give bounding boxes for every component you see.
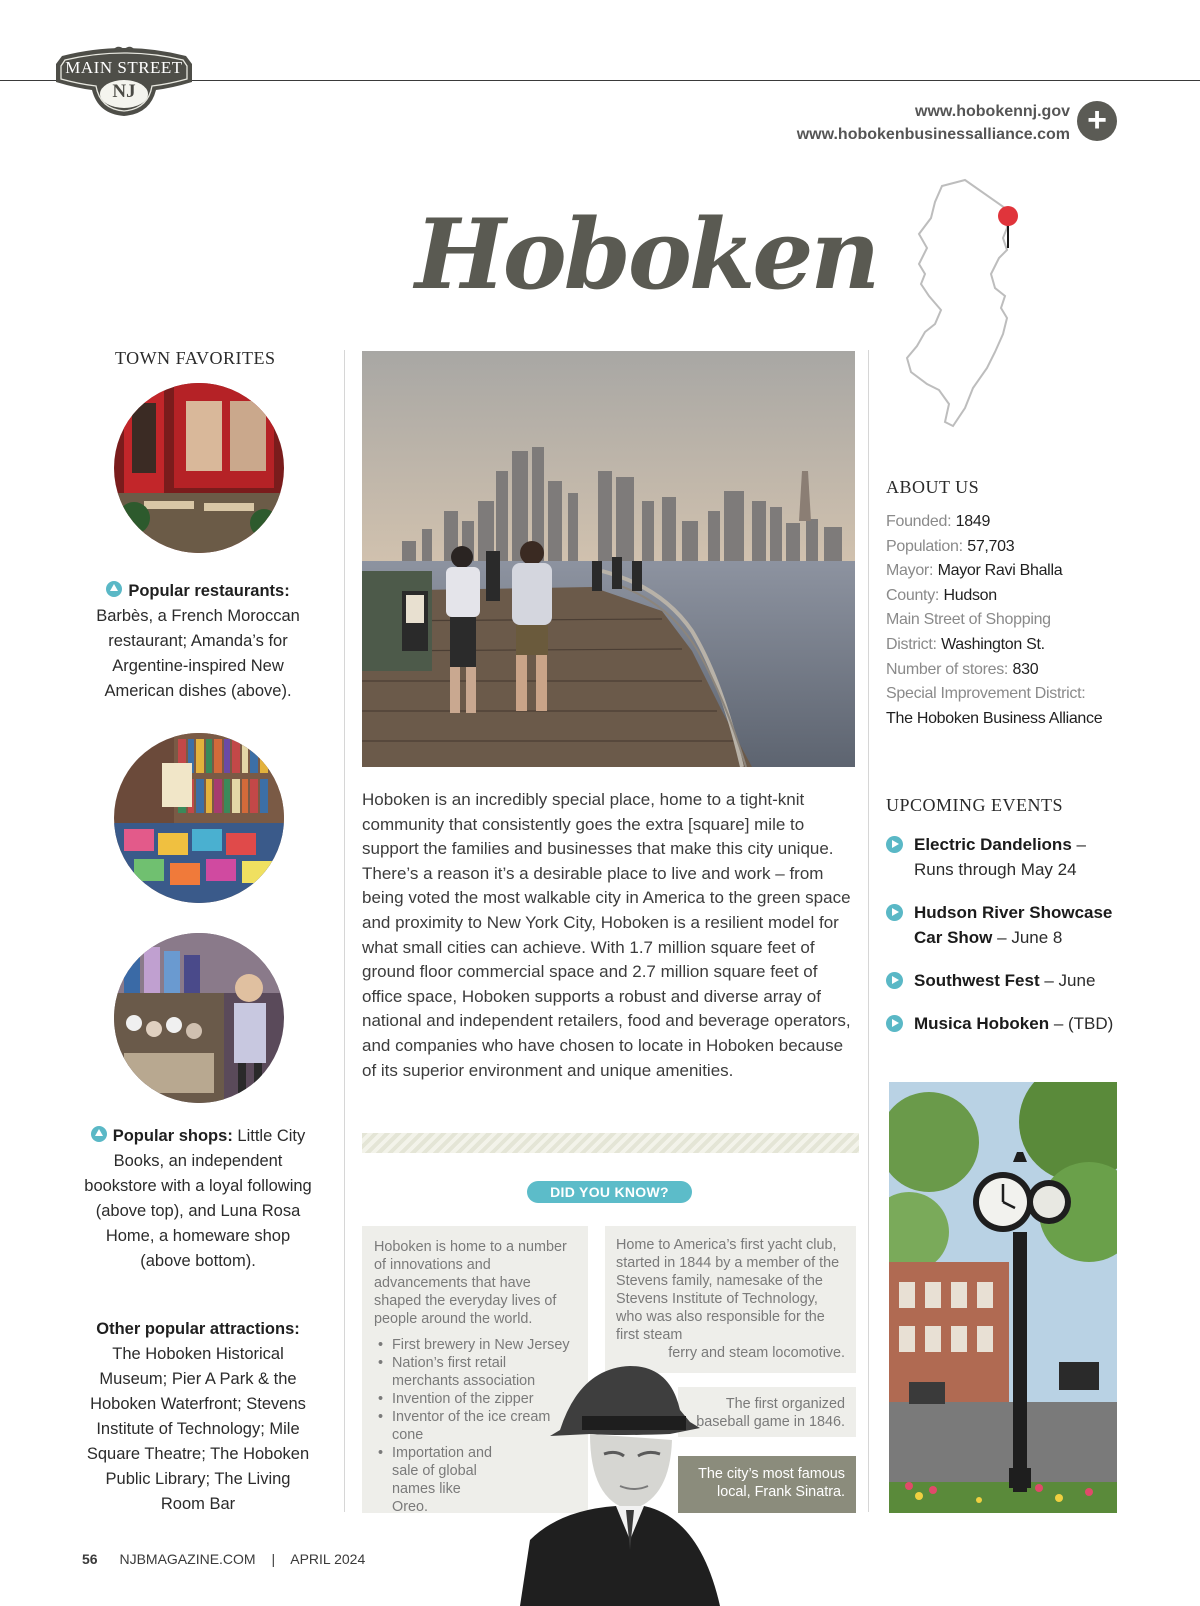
intro-paragraph: Hoboken is an incredibly special place, home to a tight-knit community that consistently goes the extra [square] mile to support the families and businesses that make this city unique. There’s a reason it’s a desirable place to live and work – from being voted the most walkable city in America to the green space and proximity to New York City, Hoboken is a resilient model for what small cities can achieve. With 1.7 million square feet of ground floor commercial space and 2.7 million square feet of office space, Hoboken supports a robust and diverse array of national and independent retailers, food and beverage operators, and companies who have chosen to locate in Hoboken because of its superior environment and unique amenities. xyxy=(362,790,851,1080)
play-circle-icon xyxy=(886,972,903,989)
yacht-club-text: Home to America’s first yacht club, started in 1844 by a member of the Stevens family, namesake of the Stevens Institute of Technology, who was also responsible for the first steam xyxy=(616,1237,840,1343)
footer-separator: | xyxy=(271,1551,276,1567)
frank-sinatra-photo xyxy=(520,1350,730,1606)
shops-block xyxy=(82,1124,314,1274)
event-name: Hudson River Showcase Car Show xyxy=(914,903,1113,947)
business-alliance-link[interactable]: www.hobokenbusinessalliance.com xyxy=(796,126,1070,143)
page-number: 56 xyxy=(82,1551,98,1567)
shops-label: Popular shops: xyxy=(112,1127,233,1145)
mayor-label: Mayor: xyxy=(886,562,934,580)
restaurants-label: Popular restaurants: xyxy=(128,582,290,600)
street-clock-photo xyxy=(889,1082,1117,1513)
attractions-block xyxy=(82,1317,314,1517)
event-name: Musica Hoboken xyxy=(914,1014,1050,1033)
about-us-heading: ABOUT US xyxy=(886,477,980,497)
event-when: – June xyxy=(1044,971,1096,990)
column-divider-left xyxy=(344,350,345,1512)
sid-value: The Hoboken Business Alliance xyxy=(886,709,1103,727)
event-when: – June 8 xyxy=(997,928,1063,947)
list-item: • Inventor of the ice cream cone xyxy=(374,1408,576,1444)
event-when-detail: Runs through May 24 xyxy=(914,860,1077,879)
list-item: • Invention of the zipper xyxy=(374,1390,576,1408)
plus-circle-icon: + xyxy=(1077,101,1117,141)
new-jersey-map xyxy=(905,178,1045,438)
event-item xyxy=(886,968,1126,993)
shopping-district-label-end: District: xyxy=(886,635,937,653)
event-name: Electric Dandelions xyxy=(914,835,1072,854)
triangle-up-icon xyxy=(106,581,122,597)
shops-text: Little City Books, an independent bookstore with a loyal following (above top), and Luna Rosa Home, a homeware shop (above bottom). xyxy=(84,1127,312,1270)
decorative-divider xyxy=(362,1133,859,1153)
baseball-fact: The first organized baseball game in 1846. xyxy=(678,1387,856,1437)
yacht-club-text-end: ferry and steam locomotive. xyxy=(668,1345,845,1361)
attractions-text: The Hoboken Historical Museum; Pier A Park & the Hoboken Waterfront; Stevens Institute of Technology; Mile Square Theatre; The Hoboken Public Library; The Living Room Bar xyxy=(86,1345,310,1513)
stores-label: Number of stores: xyxy=(886,660,1009,678)
town-favorites-heading: TOWN FAVORITES xyxy=(115,348,276,368)
shopping-district-value: Washington St. xyxy=(941,635,1045,653)
page-title: Hoboken xyxy=(415,198,878,311)
event-when: – xyxy=(1076,835,1086,854)
footer-issue: APRIL 2024 xyxy=(290,1551,366,1567)
stores-value: 830 xyxy=(1012,660,1039,678)
upcoming-events-heading: UPCOMING EVENTS xyxy=(886,795,1064,815)
waterfront-skyline-photo xyxy=(362,351,855,767)
logo-text-nj: NJ xyxy=(112,81,136,102)
shopping-district-label: Main Street of Shopping xyxy=(886,611,1051,629)
event-item xyxy=(886,832,1126,882)
event-item xyxy=(886,1011,1126,1036)
about-us-facts xyxy=(886,510,1126,731)
about-us-section xyxy=(886,477,1126,731)
population-value: 57,703 xyxy=(967,537,1015,555)
upcoming-events-section xyxy=(886,795,1126,1036)
list-item: • Nation’s first retail merchants association xyxy=(374,1354,576,1390)
hoboken-gov-link[interactable]: www.hobokennj.gov xyxy=(915,103,1070,120)
restaurants-block xyxy=(82,579,314,704)
sinatra-fact: The city’s most famous local, Frank Sinatra. xyxy=(678,1456,856,1513)
population-label: Population: xyxy=(886,537,963,555)
restaurant-photo xyxy=(114,383,284,553)
founded-value: 1849 xyxy=(955,513,991,530)
event-when: – (TBD) xyxy=(1053,1014,1114,1033)
list-item: • Importation and sale of global names like Oreo. xyxy=(374,1444,576,1516)
footer-site: NJBMAGAZINE.COM xyxy=(119,1551,256,1567)
play-circle-icon xyxy=(886,1015,903,1032)
triangle-up-icon xyxy=(91,1126,107,1142)
logo-text-main-street: MAIN STREET xyxy=(65,58,183,77)
page-footer xyxy=(82,1551,365,1567)
county-value: Hudson xyxy=(943,586,997,604)
website-links xyxy=(797,100,1070,146)
founded-label: Founded: xyxy=(886,513,952,530)
main-street-nj-logo xyxy=(52,44,196,118)
list-item: • First brewery in New Jersey xyxy=(374,1336,576,1354)
sid-label: Special Improvement District: xyxy=(886,685,1086,703)
mayor-value: Mayor Ravi Bhalla xyxy=(937,562,1063,580)
homeware-shop-photo xyxy=(114,933,284,1103)
bookstore-photo xyxy=(114,733,284,903)
event-name: Southwest Fest xyxy=(914,971,1040,990)
attractions-label: Other popular attractions: xyxy=(96,1320,300,1338)
play-circle-icon xyxy=(886,904,903,921)
column-divider-right xyxy=(868,350,869,1512)
innovations-intro: Hoboken is home to a number of innovations and advancements that have shaped the everyday lives of people around the world. xyxy=(374,1239,567,1327)
event-item xyxy=(886,900,1126,950)
map-pin-icon xyxy=(998,206,1018,226)
county-label: County: xyxy=(886,586,940,604)
restaurants-text: Barbès, a French Moroccan restaurant; Amanda’s for Argentine-inspired New American dishes (above). xyxy=(96,607,300,700)
did-you-know-badge: DID YOU KNOW? xyxy=(527,1181,692,1203)
play-circle-icon xyxy=(886,836,903,853)
